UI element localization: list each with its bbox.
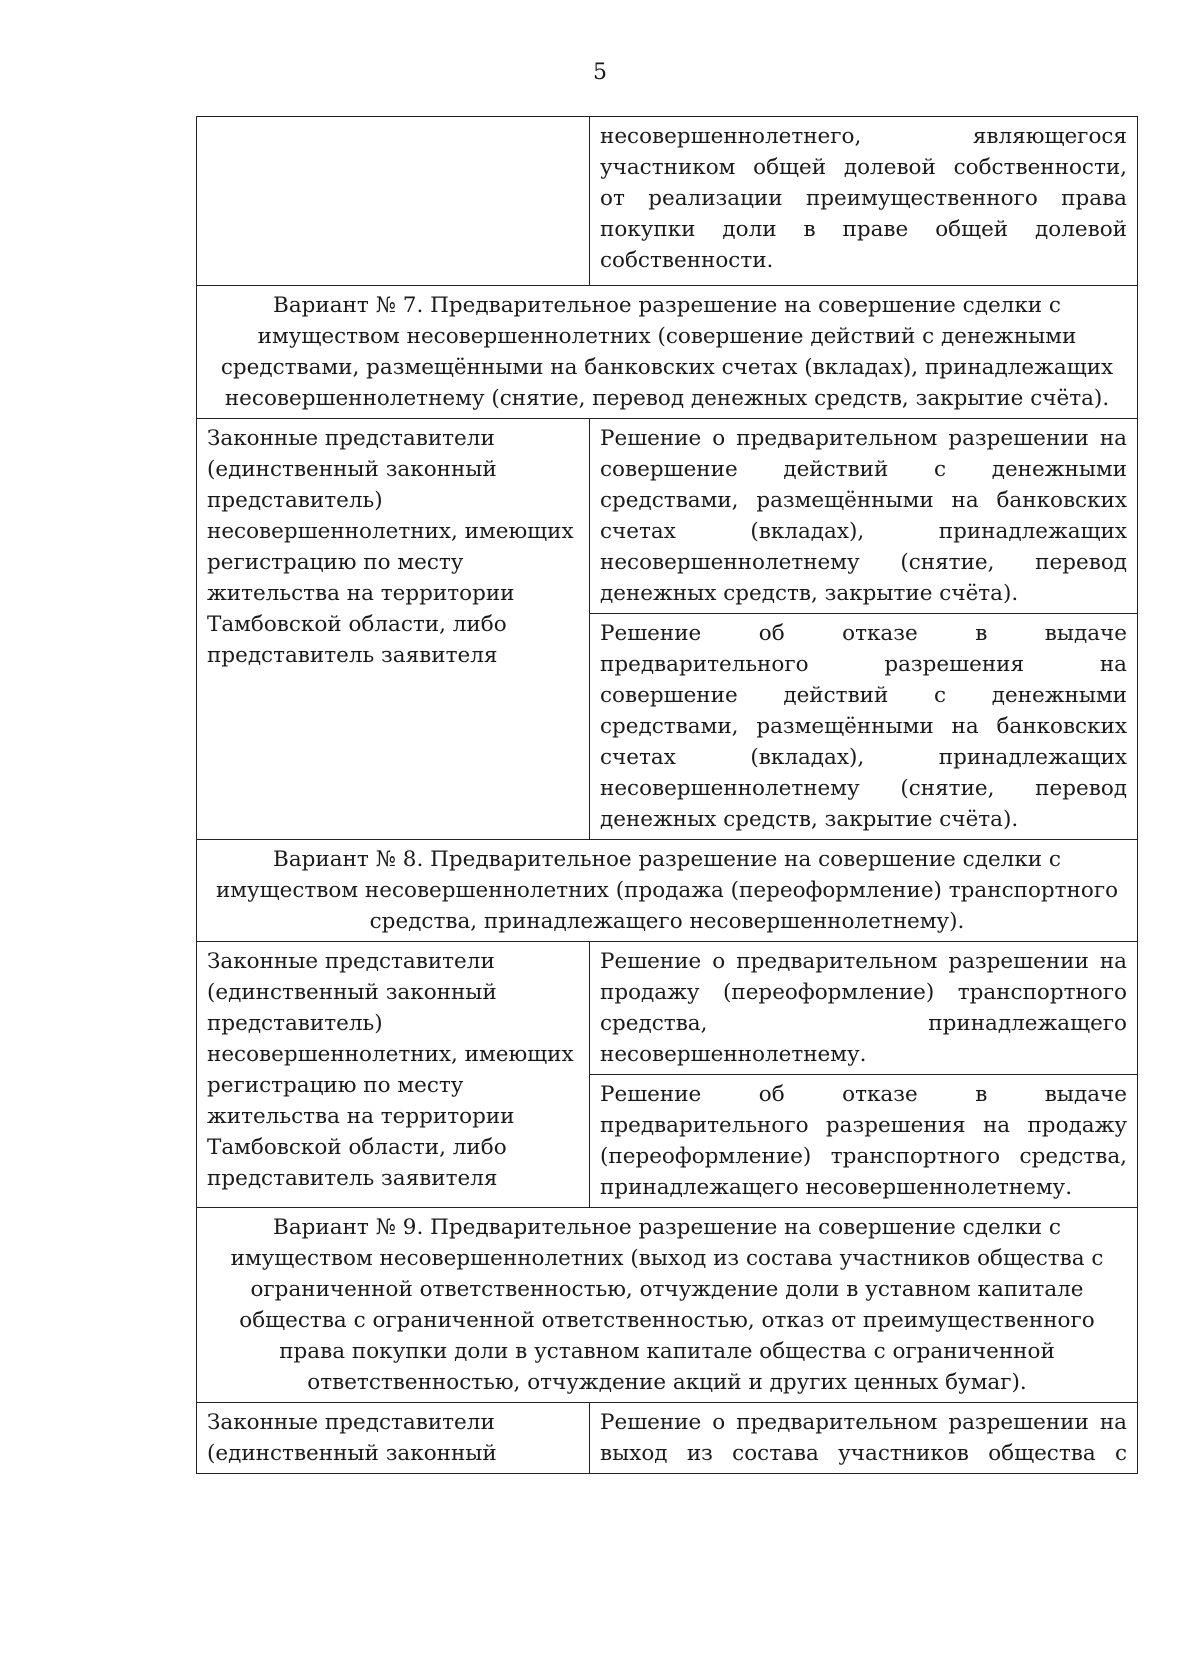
text-line: права покупки доли в уставном капитале общества с ограниченной: [279, 1339, 1055, 1364]
text-line: представитель): [207, 1011, 383, 1036]
text-line: Тамбовской области, либо: [207, 1135, 507, 1160]
text-line: несовершеннолетнему (снятие, перевод: [600, 776, 1127, 801]
table-row: [197, 1403, 1138, 1474]
text-line: несовершеннолетних, имеющих: [207, 1042, 574, 1067]
text-line: от реализации преимущественного права: [600, 186, 1127, 211]
text-line: Вариант № 9. Предварительное разрешение на совершение сделки с: [273, 1215, 1061, 1240]
text-line: имуществом несовершеннолетних (продажа (переоформление) транспортного: [215, 878, 1119, 903]
table-row: [197, 419, 1138, 614]
text-line: Вариант № 8. Предварительное разрешение на совершение сделки с: [273, 847, 1061, 872]
variant-header-row: [197, 286, 1138, 419]
text-line: Решение об отказе в выдаче: [600, 621, 1127, 646]
result-cell: [590, 942, 1138, 1075]
applicant-cell: [197, 942, 590, 1208]
text-line: несовершеннолетних, имеющих: [207, 519, 574, 544]
variant-header-row: [197, 1208, 1138, 1403]
text-line: собственности.: [600, 248, 774, 273]
text-line: Законные представители: [207, 949, 495, 974]
table-row: [197, 942, 1138, 1075]
text-line: средствами, размещёнными на банковских счетах (вкладах), принадлежащих: [220, 355, 1114, 380]
text-line: (единственный законный: [207, 980, 497, 1005]
text-line: Тамбовской области, либо: [207, 612, 507, 637]
text-line: денежных средств, закрытие счёта).: [600, 807, 1019, 832]
text-line: (переоформление) транспортного средства,: [600, 1144, 1127, 1169]
result-cell: [590, 117, 1138, 286]
text-line: ответственностью, отчуждение акций и других ценных бумаг).: [307, 1370, 1027, 1395]
text-line: средства, принадлежащего несовершеннолетнему).: [369, 909, 965, 934]
text-line: покупки доли в праве общей долевой: [600, 217, 1127, 242]
result-cell: [590, 1403, 1138, 1474]
text-line: регистрацию по месту: [207, 550, 464, 575]
text-line: денежных средств, закрытие счёта).: [600, 581, 1019, 606]
text-line: совершение действий с денежными: [600, 457, 1127, 482]
text-line: несовершеннолетнему.: [600, 1042, 867, 1067]
text-line: (единственный законный: [207, 1441, 497, 1466]
text-line: жительства на территории: [207, 581, 515, 606]
text-line: принадлежащего несовершеннолетнему.: [600, 1175, 1073, 1200]
text-line: общества с ограниченной ответственностью, отказ от преимущественного: [239, 1308, 1095, 1333]
result-cell: [590, 419, 1138, 614]
applicant-cell: [197, 1403, 590, 1474]
text-line: имуществом несовершеннолетних (совершение действий с денежными: [257, 324, 1077, 349]
text-line: представитель заявителя: [207, 1166, 498, 1191]
text-line: средствами, размещёнными на банковских: [600, 488, 1127, 513]
empty-cell: [197, 117, 590, 286]
text-line: продажу (переоформление) транспортного: [600, 980, 1127, 1005]
variant-9-header: [197, 1208, 1138, 1403]
page-number: 5: [593, 60, 607, 85]
text-line: предварительного разрешения на: [600, 652, 1127, 677]
text-line: представитель заявителя: [207, 643, 498, 668]
variant-header-row: [197, 840, 1138, 942]
text-line: участником общей долевой собственности,: [600, 155, 1127, 180]
text-line: средствами, размещёнными на банковских: [600, 714, 1127, 739]
table-row: [197, 117, 1138, 286]
result-cell: [590, 614, 1138, 840]
text-line: счетах (вкладах), принадлежащих: [600, 519, 1127, 544]
variant-7-header: [197, 286, 1138, 419]
text-line: совершение действий с денежными: [600, 683, 1127, 708]
text-line: Законные представители: [207, 1410, 495, 1435]
text-line: Законные представители: [207, 426, 495, 451]
text-line: несовершеннолетнему (снятие, перевод денежных средств, закрытие счёта).: [224, 386, 1110, 411]
text-line: счетах (вкладах), принадлежащих: [600, 745, 1127, 770]
text-line: несовершеннолетнего, являющегося: [600, 124, 1127, 149]
text-line: Решение о предварительном разрешении на: [600, 1410, 1127, 1435]
text-line: предварительного разрешения на продажу: [600, 1113, 1127, 1138]
text-line: жительства на территории: [207, 1104, 515, 1129]
text-line: Вариант № 7. Предварительное разрешение на совершение сделки с: [273, 293, 1061, 318]
text-line: Решение об отказе в выдаче: [600, 1082, 1127, 1107]
applicant-cell: [197, 419, 590, 840]
text-line: выход из состава участников общества с: [600, 1441, 1127, 1466]
text-line: представитель): [207, 488, 383, 513]
services-table: [196, 116, 1138, 1474]
text-line: Решение о предварительном разрешении на: [600, 426, 1127, 451]
text-line: ограниченной ответственностью, отчуждение доли в уставном капитале: [250, 1277, 1084, 1302]
text-line: несовершеннолетнему (снятие, перевод: [600, 550, 1127, 575]
result-cell: [590, 1075, 1138, 1208]
text-line: регистрацию по месту: [207, 1073, 464, 1098]
text-line: Решение о предварительном разрешении на: [600, 949, 1127, 974]
variant-8-header: [197, 840, 1138, 942]
text-line: (единственный законный: [207, 457, 497, 482]
text-line: имуществом несовершеннолетних (выход из состава участников общества с: [230, 1246, 1104, 1271]
text-line: средства, принадлежащего: [600, 1011, 1127, 1036]
